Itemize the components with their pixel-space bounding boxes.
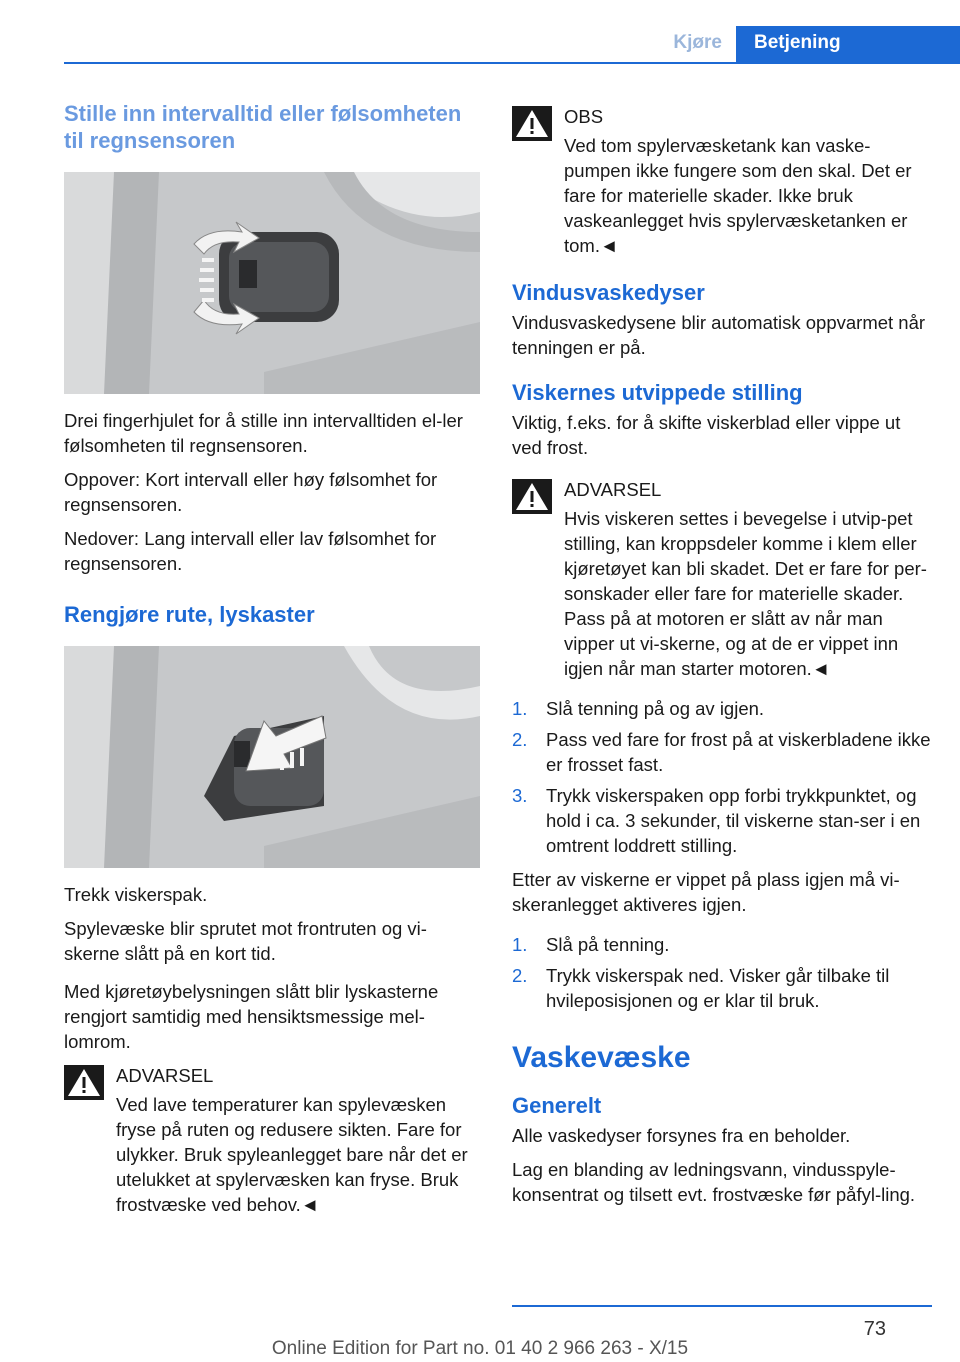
notice-empty-tank bbox=[512, 104, 932, 258]
section-title-washer-fluid: Vaskevæske bbox=[512, 1041, 691, 1074]
paragraph-fold-position: Viktig, f.eks. for å skifte viskerblad eller vippe ut ved frost. bbox=[512, 412, 901, 458]
steps-reactivate bbox=[512, 932, 932, 1013]
warning-frost bbox=[64, 1063, 482, 1217]
warning-triangle-icon bbox=[512, 479, 552, 514]
figure-thumbwheel bbox=[64, 172, 480, 394]
pull-lever-illustration bbox=[64, 646, 480, 868]
heading-nozzles: Vindusvaskedyser bbox=[512, 280, 705, 305]
step-text: Slå på tenning. bbox=[546, 934, 670, 955]
warning-text bbox=[64, 1092, 482, 1217]
paragraph-after-fold: Etter av viskerne er vippet på plass igjen må vi-skeranlegget aktiveres igjen. bbox=[512, 869, 900, 915]
step-number: 1. bbox=[512, 934, 528, 955]
figure-pull-lever bbox=[64, 646, 480, 868]
heading-interval: Stille inn intervalltid eller følsomheten til regnsensoren bbox=[64, 101, 462, 153]
warning-fold-text-content: Hvis viskeren settes i bevegelse i utvip-pet stilling, kan kroppsdeler komme i klem eller kjøretøyet kan bli skadet. Det er fare for per-sonskader eller fare for materielle skader. Pass på at motoren er slått av når man vipper ut vi-skerne, og at de er vippet inn igjen når man starter motoren.◄ bbox=[564, 508, 927, 679]
paragraph-headlights: Med kjøretøybelysningen slått blir lyskasterne rengjort samtidig med hensiktsmessige mel-lomrom. bbox=[64, 981, 439, 1052]
notice-triangle-icon bbox=[512, 106, 552, 141]
heading-fold-position: Viskernes utvippede stilling bbox=[512, 380, 803, 405]
paragraph-pull-lever: Trekk viskerspak. bbox=[64, 884, 208, 905]
list-item bbox=[512, 963, 932, 1013]
list-item bbox=[512, 932, 932, 957]
warning-fold-label: ADVARSEL bbox=[564, 479, 662, 500]
step-number: 2. bbox=[512, 965, 528, 986]
steps-fold-out bbox=[512, 696, 932, 858]
tab-kjore[interactable]: Kjøre bbox=[673, 32, 722, 53]
heading-clean-windshield: Rengjøre rute, lyskaster bbox=[64, 602, 315, 627]
left-column bbox=[64, 100, 482, 1226]
step-text: Trykk viskerspak ned. Visker går tilbake til hvileposisjonen og er klar til bruk. bbox=[546, 965, 890, 1011]
step-text: Pass ved fare for frost på at viskerbladene ikke er frosset fast. bbox=[546, 729, 931, 775]
heading-general: Generelt bbox=[512, 1093, 602, 1118]
warning-text-content: Ved lave temperaturer kan spylevæsken fryse på ruten og redusere sikten. Fare for ulykker. Bruk spyleanlegget bare når det er utelukket at spylervæsken kan fryse. Bruk frostvæske ved behov.◄ bbox=[116, 1094, 468, 1215]
warning-triangle-icon bbox=[64, 1065, 104, 1100]
page-number: 73 bbox=[863, 1318, 886, 1340]
paragraph-spray: Spylevæske blir sprutet mot frontruten og vi-skerne slått på en kort tid. bbox=[64, 918, 427, 964]
step-text: Slå tenning på og av igjen. bbox=[546, 698, 765, 719]
step-number: 1. bbox=[512, 698, 528, 719]
list-item bbox=[512, 696, 932, 721]
paragraph-upward: Oppover: Kort intervall eller høy følsomhet for regnsensoren. bbox=[64, 469, 438, 515]
warning-fold bbox=[512, 477, 932, 681]
notice-label: OBS bbox=[564, 106, 604, 127]
step-number: 2. bbox=[512, 729, 528, 750]
list-item bbox=[512, 727, 932, 777]
step-number: 3. bbox=[512, 785, 528, 806]
right-column bbox=[512, 104, 932, 1216]
paragraph-general-2: Lag en blanding av ledningsvann, vindusspyle-konsentrat og tilsett evt. frostvæske før påfyl-ling. bbox=[512, 1159, 916, 1205]
paragraph-nozzles: Vindusvaskedysene blir automatisk oppvarmet når tenningen er på. bbox=[512, 312, 926, 358]
footer-rule bbox=[512, 1305, 932, 1307]
notice-text-content: Ved tom spylervæsketank kan vaske-pumpen ikke fungere som den skal. Det er fare for materielle skader. Ikke bruk vaskeanlegget hvis spylervæsketanken er tom.◄ bbox=[564, 135, 912, 256]
thumbwheel-illustration bbox=[64, 172, 480, 394]
edition-line: Online Edition for Part no. 01 40 2 966 263 - X/15 bbox=[271, 1338, 689, 1359]
tab-betjening[interactable]: Betjening bbox=[736, 26, 960, 62]
warning-label: ADVARSEL bbox=[116, 1065, 214, 1086]
paragraph-turn-wheel: Drei fingerhjulet for å stille inn intervalltiden el-ler følsomheten til regnsensoren. bbox=[64, 410, 463, 456]
list-item bbox=[512, 783, 932, 858]
step-text: Trykk viskerspaken opp forbi trykkpunktet, og hold i ca. 3 sekunder, til viskerne stan-ser i en omtrent loddrett stilling. bbox=[546, 785, 921, 856]
paragraph-downward: Nedover: Lang intervall eller lav følsomhet for regnsensoren. bbox=[64, 528, 437, 574]
paragraph-general-1: Alle vaskedyser forsynes fra en beholder. bbox=[512, 1125, 851, 1146]
warning-fold-text bbox=[512, 506, 932, 681]
header-nav bbox=[64, 26, 960, 64]
notice-text bbox=[512, 133, 932, 258]
